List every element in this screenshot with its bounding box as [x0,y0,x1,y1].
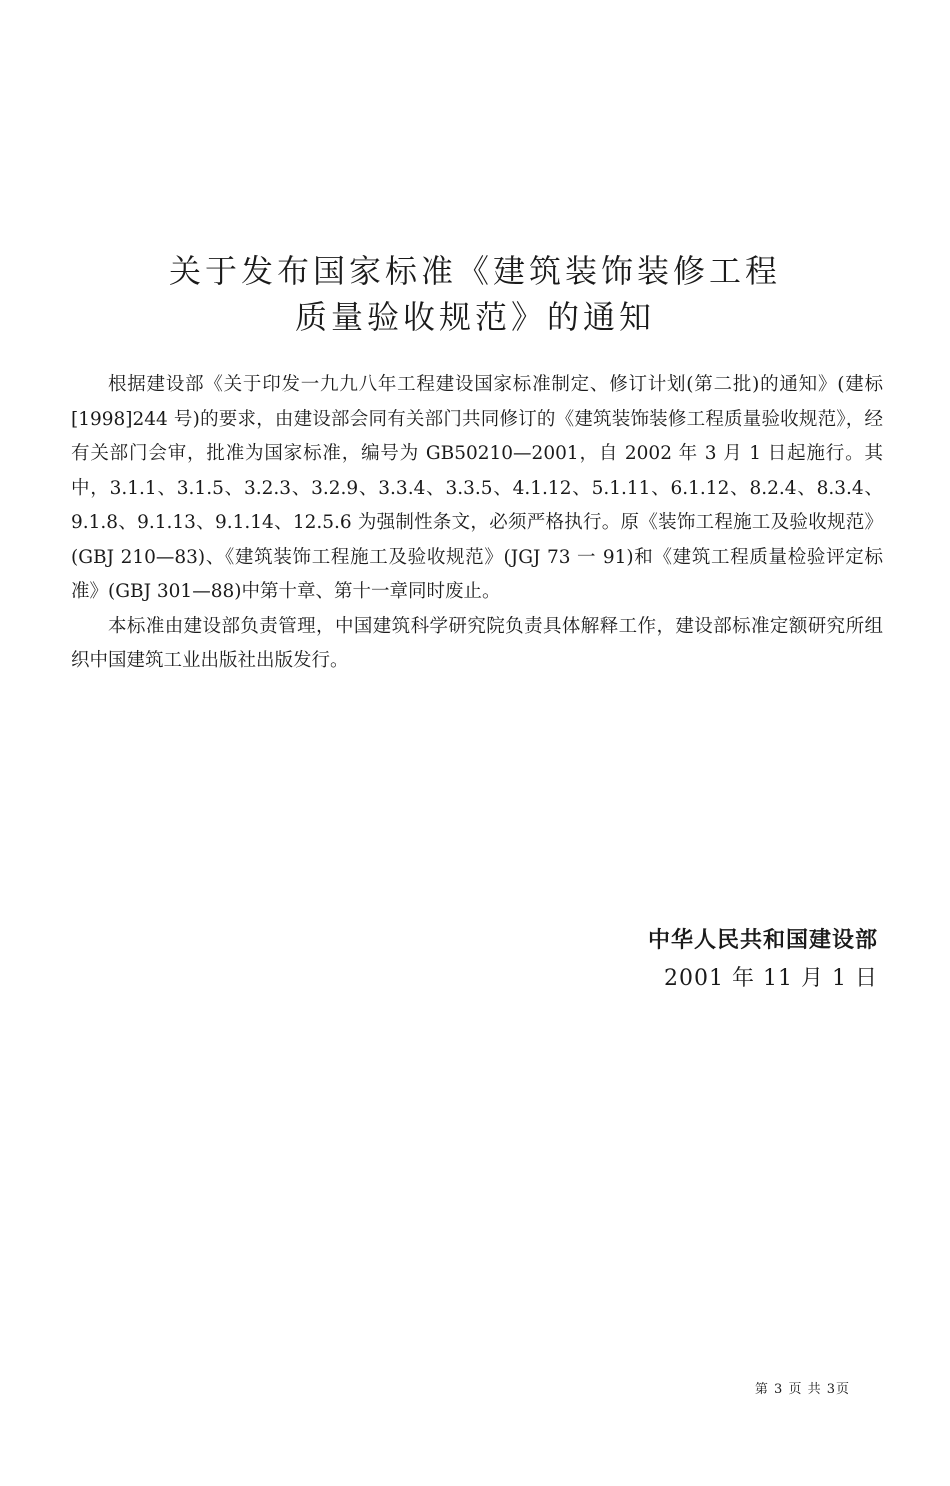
body-paragraph-1: 根据建设部《关于印发一九九八年工程建设国家标准制定、修订计划(第二批)的通知》(建标[1998]244 号)的要求，由建设部会同有关部门共同修订的《建筑装饰装修工程质量验收规范》，经有关部门会审，批准为国家标准，编号为 GB50210—2001，自 2002 年 3 月 1 日起施行。其中，3.1.1、3.1.5、3.2.3、3.2.9、3.3.4、3.3.5、4.1.12、5.1.11、6.1.12、8.2.4、8.3.4、9.1.8、9.1.13、9.1.14、12.5.6 为强制性条文，必须严格执行。原《装饰工程施工及验收规范》(GBJ 210—83)、《建筑装饰工程施工及验收规范》(JGJ 73 一 91)和《建筑工程质量检验评定标准》(GBJ 301—88)中第十章、第十一章同时废止。 [71,374,883,602]
signature-organization: 中华人民共和国建设部 [647,928,878,953]
signature-date: 2001 年 11 月 1 日 [664,966,878,991]
document-title-line-2: 质量验收规范》的通知 [294,298,655,336]
page-number-footer: 第 3 页 共 3页 [754,1382,850,1397]
document-body [71,368,883,679]
document-title-line-1: 关于发布国家标准《建筑装饰装修工程 [168,252,781,290]
body-paragraph-2: 本标准由建设部负责管理，中国建筑科学研究院负责具体解释工作，建设部标准定额研究所组织中国建筑工业出版社出版发行。 [71,615,883,671]
